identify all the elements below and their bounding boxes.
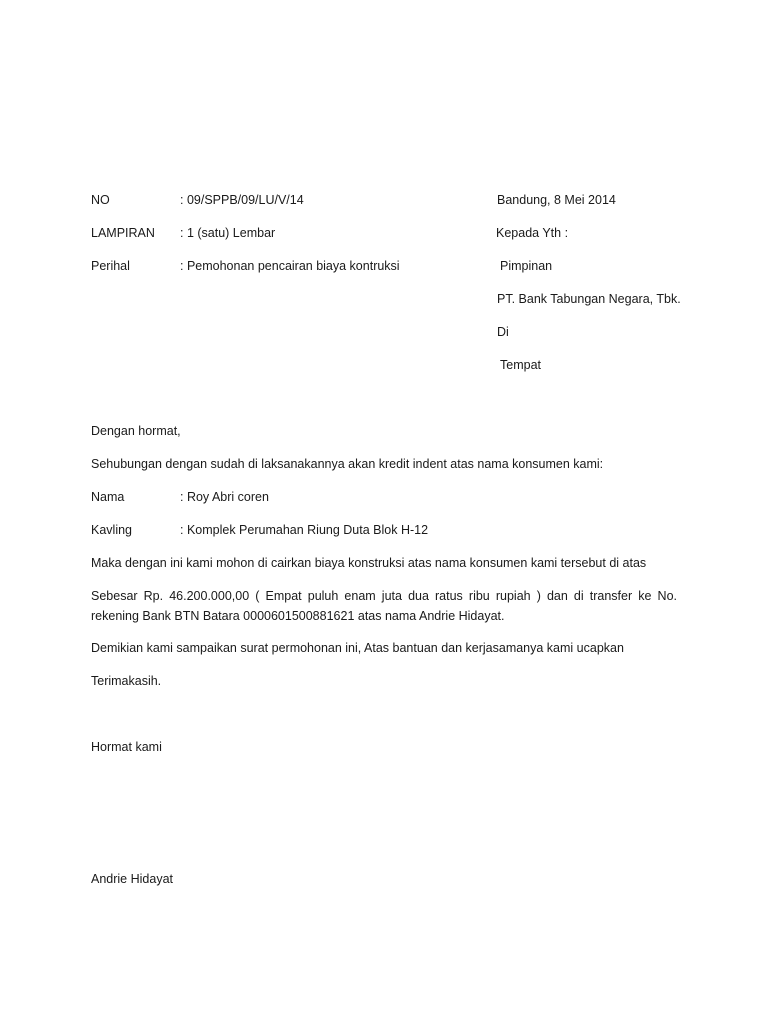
no-label: NO	[91, 193, 110, 207]
recipient-title: Pimpinan	[500, 259, 553, 273]
signatory-name: Andrie Hidayat	[91, 872, 173, 886]
nama-label: Nama	[91, 490, 125, 504]
place-date: Bandung, 8 Mei 2014	[497, 193, 616, 207]
greeting: Dengan hormat,	[91, 424, 181, 438]
thanks-text: Terimakasih.	[91, 674, 162, 688]
lampiran-value: : 1 (satu) Lembar	[180, 226, 276, 240]
recipient-company: PT. Bank Tabungan Negara, Tbk.	[497, 292, 681, 306]
perihal-value: : Pemohonan pencairan biaya kontruksi	[180, 259, 400, 273]
no-value: : 09/SPPB/09/LU/V/14	[180, 193, 304, 207]
kavling-label: Kavling	[91, 523, 132, 537]
kavling-value: : Komplek Perumahan Riung Duta Blok H-12	[180, 523, 429, 537]
kepada-yth: Kepada Yth :	[496, 226, 569, 240]
recipient-di: Di	[497, 325, 509, 339]
lampiran-label: LAMPIRAN	[91, 226, 155, 240]
request-paragraph: Maka dengan ini kami mohon di cairkan biaya konstruksi atas nama konsumen kami tersebut di atas	[91, 556, 647, 570]
salutation: Hormat kami	[91, 740, 162, 754]
perihal-label: Perihal	[91, 259, 130, 273]
amount-paragraph: Sebesar Rp. 46.200.000,00 ( Empat puluh enam juta dua ratus ribu rupiah ) dan di transfer ke No. rekening Bank BTN Batara 0000601500881621 atas nama Andrie Hidayat.	[91, 589, 677, 623]
nama-value: : Roy Abri coren	[180, 490, 269, 504]
recipient-tempat: Tempat	[500, 358, 541, 372]
intro-paragraph: Sehubungan dengan sudah di laksanakannya akan kredit indent atas nama konsumen kami:	[91, 457, 604, 471]
closing-paragraph: Demikian kami sampaikan surat permohonan ini, Atas bantuan dan kerjasamanya kami ucapkan	[91, 641, 624, 655]
